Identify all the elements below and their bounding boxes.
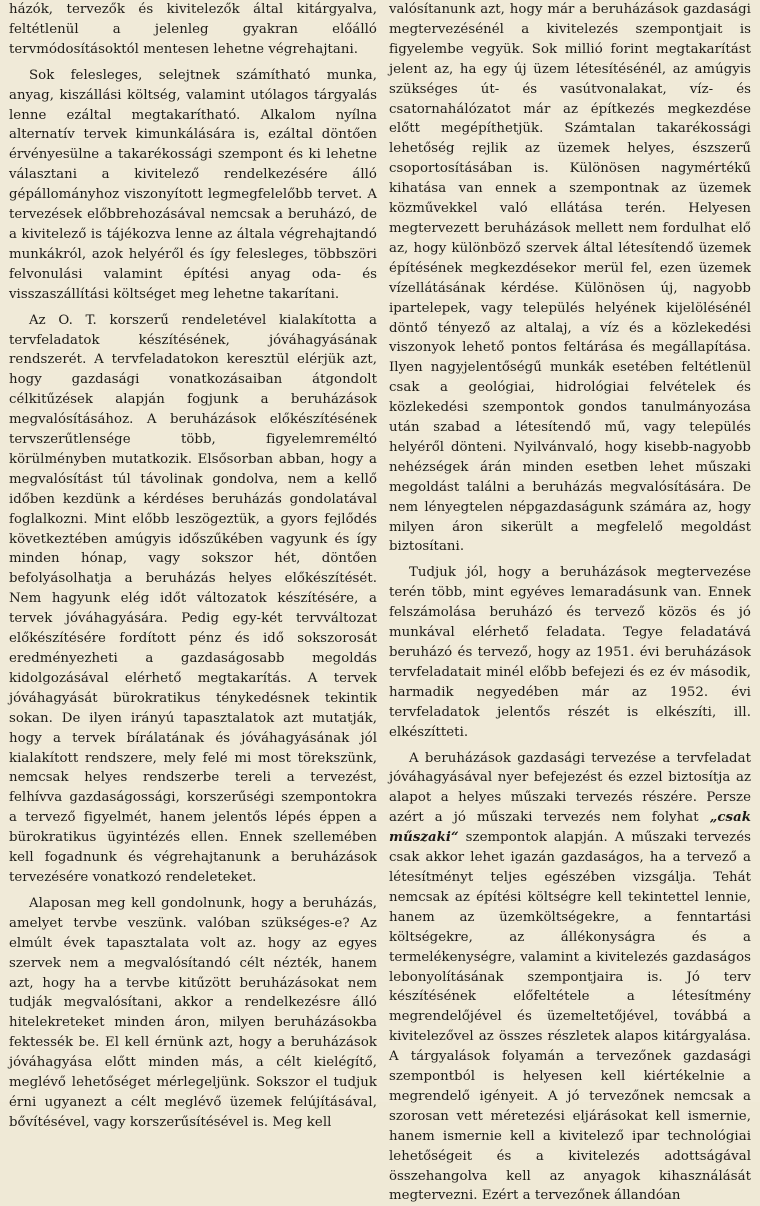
paragraph: Az O. T. korszerű rendeletével kialakította a tervfeladatok készítésének, jóváhagyásának rendszerét. A tervfeladatokon keresztül elérjük azt, hogy gazdasági vonatkozásaiban átgondolt célkitűzések alapján fogjunk a beruházások megvalósításához. A beruházások előkészítésének tervszerűtlensége több, figyelemreméltó körülményben mutatkozik. Elsősorban abban, hogy a megvalósítást túl távolinak gondolva, nem a kellő időben kezdünk a kérdéses beruházás gondolatával foglalkozni. Mint előbb leszögeztük, a gyors fejlődés következtében amúgyis időszűkében vagyunk és így minden hónap, vagy sokszor hét, döntően befolyásolhatja a beruházás helyes előkészítését. Nem hagyunk elég időt változatok készítésére, a tervek jóváhagyására. Pedig egy-két tervváltozat előkészítésére fordított pénz és idő sokszorosát eredményezheti a gazdaságosabb megoldás kidolgozásával elérhető megtakarítás. A tervek jóváhagyását bürokratikus ténykedésnek tekintik sokan. De ilyen irányú tapasztalatok azt mutatják, hogy a tervek bírálatának és jóváhagyásának jól kialakított rendszere, mely felé mi most törekszünk, nemcsak helyes rendszerbe tereli a tervezést, felhívva gazdaságossági, korszerűségi szempontokra a tervező figyelmét, hanem jelentős lépés éppen a bürokratikus ügyintézés ellen. Ennek szellemében kell fogadnunk és végrehajtanunk a beruházások tervezésére vonatkozó rendeleteket.: [9, 312, 377, 885]
paragraph: valósítanunk azt, hogy már a beruházások gazdasági megtervezésénél a kivitelezés szempontjait is figyelembe vegyük. Sok millió forint megtakarítást jelent az, ha egy új üzem létesítésénél, az amúgyis szükséges út- és vasútvonalakat, víz- és csatornahálózatot már az építkezés megkezdése előtt megépíthetjük. Számtalan takarékossági lehetőség rejlik az üzemek helyes, észszerű csoportosításában is. Különösen nagymértékű kihatása van ennek a szempontnak az üzemek közművekkel való ellátása terén. Helyesen megtervezett beruházások mellett nem fordulhat elő az, hogy különböző szervek által létesítendő üzemek építésének megkezdésekor merül fel, ezen üzemek vízellátásának kérdése. Különösen új, nagyobb ipartelepek, vagy település helyének kijelölésénél döntő tényező az altalaj, a víz és a közlekedési viszonyok lehető pontos feltárása és megállapítása. Ilyen nagyjelentőségű munkák esetében feltétlenül csak a geológiai, hidrológiai felvételek és közlekedési szempontok gondos tanulmányozása után szabad a létesítendő mű, vagy település helyéről dönteni. Nyilvánvaló, hogy kisebb-nagyobb nehézségek árán minden esetben lehet műszaki megoldást találni a beruházás megvalósítására. De nem lényegtelen népgazdaságunk számára az, hogy milyen áron sikerült a megfelelő megoldást biztosítani.: [389, 2, 751, 555]
paragraph-text: szempontok alapján. A műszaki tervezés csak akkor lehet igazán gazdaságos, ha a tervező a létesítményt teljes egészében vizsgálja. Tehát nemcsak az építési költségre kell tekintettel lennie, hanem az üzemköltségekre, a fenntartási költségekre, az állékonyságra és a termelékenységre, valamint a kivitelezés gazdaságos lebonyolításának szempontjaira is. Jó terv készítésének előfeltétele a létesítmény megrendelőjével és üzemeltetőjével, továbbá a kivitelezővel az összes részletek alapos kitárgyalása. A tárgyalások folyamán a tervezőnek gazdasági szempontból is helyesen kell kiértékelnie a megrendelő igényeit. A jó tervezőnek nemcsak a szorosan vett méretezési eljárásokat kell ismernie, hanem ismernie kell a kivitelező ipar technológiai lehetőségeit és a kivitelezés adottságával összehangolva kell az anyagok kihasználását megtervezni. Ezért a tervezőnek állandóan: [389, 830, 751, 1204]
paragraph-text: A beruházások gazdasági tervezése a tervfeladat jóváhagyásával nyer befejezést és ezzel biztosítja az alapot a helyes műszaki tervezés részére. Persze azért a jó műszaki tervezés nem folyhat: [389, 750, 751, 826]
left-column: [9, 0, 377, 1133]
paragraph: [389, 749, 751, 1206]
emphasized-phrase: „csak műszaki“: [389, 810, 752, 846]
right-column: [389, 0, 751, 1206]
paragraph: Alaposan meg kell gondolnunk, hogy a beruházás, amelyet tervbe veszünk. valóban szükséges-e? Az elmúlt évek tapasztalata volt az. hogy az egyes szervek nem a megvalósítandó célt nézték, hanem azt, hogy ha a tervbe kitűzött beruházásokat nem tudják megvalósítani, akkor a rendelkezésre álló hitelekreteket minden áron, milyen beruházásokba fektessék be. El kell érnünk azt, hogy a beruházások jóváhagyása előtt minden más, a célt kielégítő, meglévő lehetőséget mérlegeljünk. Sokszor el tudjuk érni ugyanezt a célt meglévő üzemek felújításával, bővítésével, vagy korszerűsítésével is. Meg kell: [9, 895, 377, 1130]
paragraph: házók, tervezők és kivitelezők által kitárgyalva, feltétlenül a jelenleg gyakran előálló tervmódosításoktól mentesen lehetne végrehajtani.: [9, 2, 377, 57]
paragraph: Sok felesleges, selejtnek számítható munka, anyag, kiszállási költség, valamint utólagos tárgyalás lenne ezáltal megtakarítható. Alkalom nyílna alternatív tervek kimunkálására is, ezáltal döntően érvényesülne a takarékossági szempont és ki lehetne választani a kivitelező rendelkezésére álló gépállományhoz viszonyított legmegfelelőbb tervet. A tervezések előbbrehozásával nemcsak a beruházó, de a kivitelező is tájékozva lenne az általa végrehajtandó munkákról, azok helyéről és így felesleges, többszöri felvonulási valamint építési anyag oda- és visszaszállítási költséget meg lehetne takarítani.: [9, 67, 377, 302]
paragraph: Tudjuk jól, hogy a beruházások megtervezése terén több, mint egyéves lemaradásunk van. Ennek felszámolása beruházó és tervező közös és jó munkával elérhető feladata. Tegye feladatává beruházó és tervező, hogy az 1951. évi beruházások tervfeladatait minél előbb befejezi és ez év második, harmadik negyedében már az 1952. évi tervfeladatok jelentős részét is elkészíti, ill. elkészítteti.: [389, 565, 751, 740]
